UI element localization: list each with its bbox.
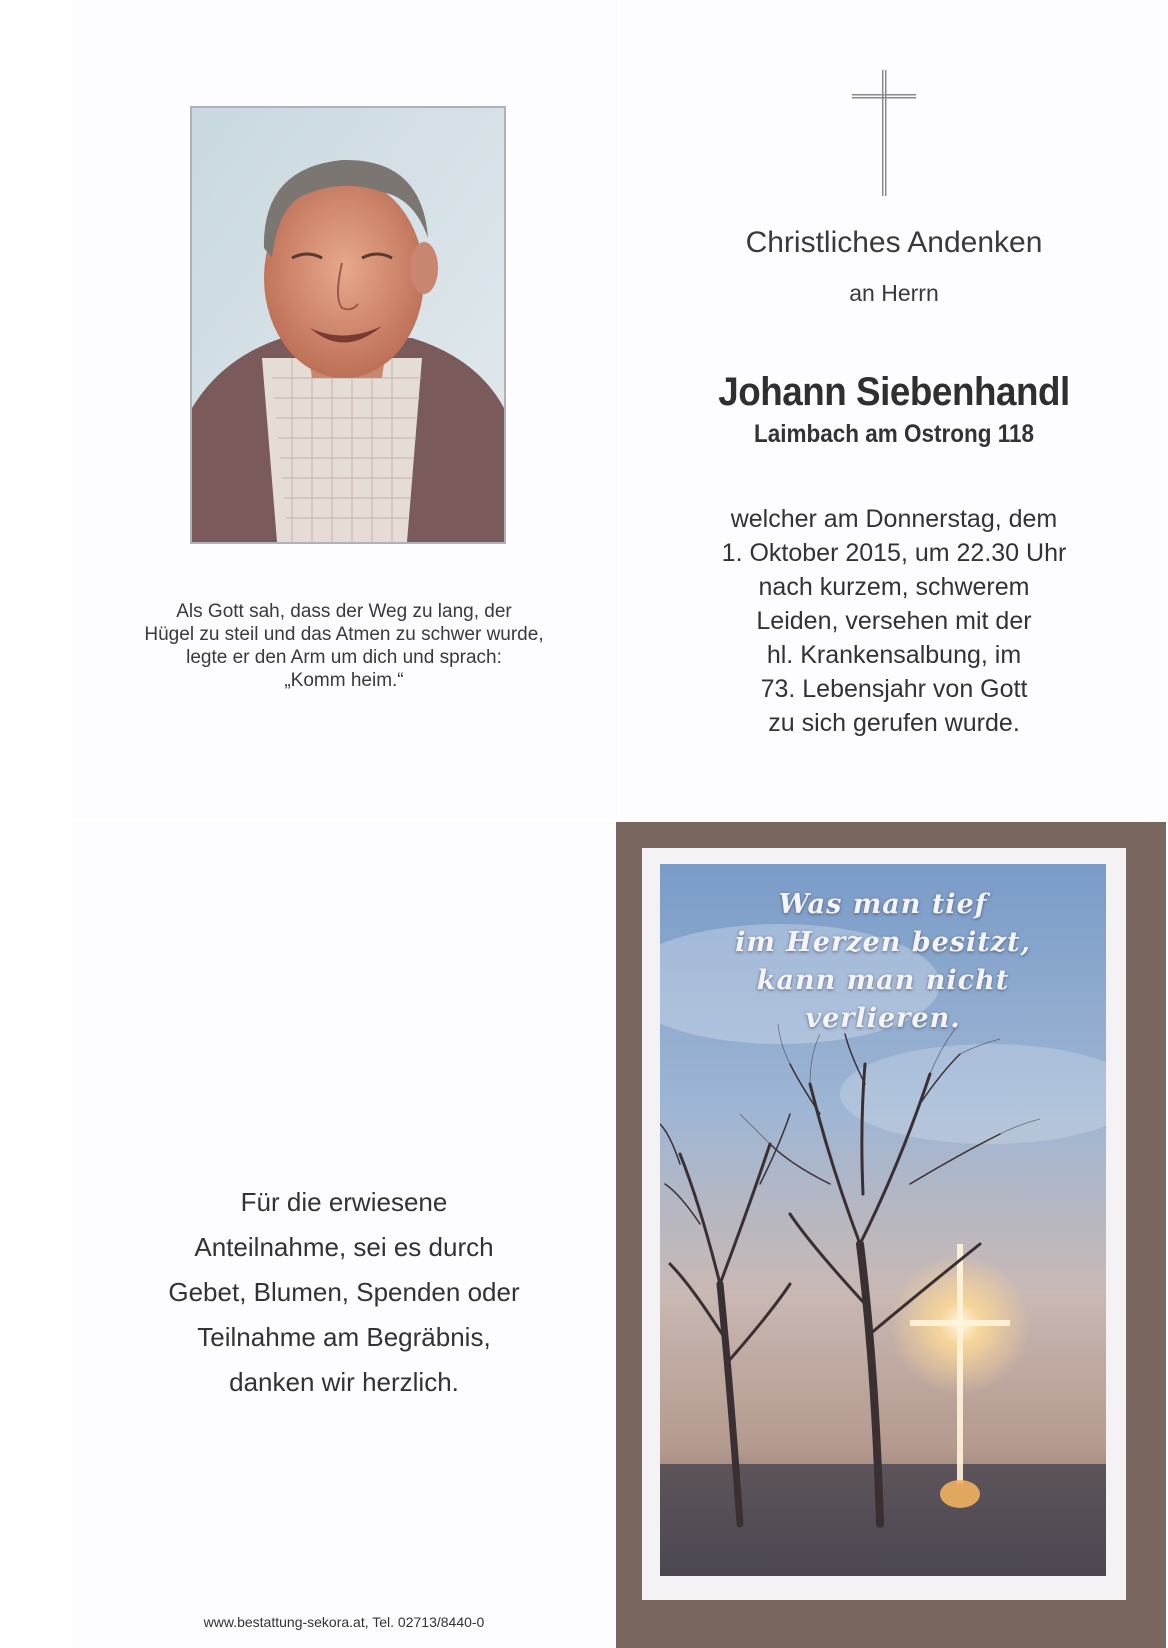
body-line: 73. Lebensjahr von Gott [760,675,1028,703]
body-line: 1. Oktober 2015, um 22.30 Uhr [721,539,1067,567]
verse-line: im Herzen besitzt, [735,927,1031,958]
body-line: Leiden, versehen mit der [756,607,1032,635]
thanks-line: danken wir herzlich. [229,1367,459,1397]
portrait-photo-icon [192,108,504,542]
thanks-text [70,1180,618,1405]
quote-line: Hügel zu steil und das Atmen zu schwer wurde, [144,624,544,645]
body-line: zu sich gerufen wurde. [768,709,1020,737]
memorial-panel [620,0,1168,820]
picture-card [642,848,1126,1600]
verse-text [660,886,1106,1038]
deceased-name: Johann Siebenhandl [718,370,1070,414]
verse-line: verlieren. [805,1003,961,1034]
thanks-panel [70,822,618,1648]
body-line: nach kurzem, schwerem [758,573,1030,601]
picture-card-panel [616,822,1166,1648]
thanks-line: Teilnahme am Begräbnis, [197,1322,491,1352]
portrait-photo [190,106,506,544]
quote-line: Als Gott sah, dass der Weg zu lang, der [176,601,512,622]
memorial-subtitle: an Herrn [849,280,939,306]
deceased-address: Laimbach am Ostrong 118 [753,420,1035,448]
quote-line: „Komm heim.“ [284,670,404,691]
verse-line: Was man tief [778,889,988,920]
memorial-title: Christliches Andenken [745,226,1043,259]
body-line: hl. Krankensalbung, im [766,641,1022,669]
verse-line: kann man nicht [756,965,1010,996]
body-line: welcher am Donnerstag, dem [730,505,1058,533]
thanks-line: Anteilnahme, sei es durch [194,1232,494,1262]
funeral-home-footer: www.bestattung-sekora.at, Tel. 02713/8440-0 [203,1614,485,1630]
photo-panel [70,0,618,820]
quote-line: legte er den Arm um dich und sprach: [186,647,502,668]
memorial-body [620,502,1168,740]
thanks-line: Gebet, Blumen, Spenden oder [168,1277,520,1307]
thanks-line: Für die erwiesene [240,1187,448,1217]
quote-text [90,600,598,692]
cross-icon [852,70,916,196]
